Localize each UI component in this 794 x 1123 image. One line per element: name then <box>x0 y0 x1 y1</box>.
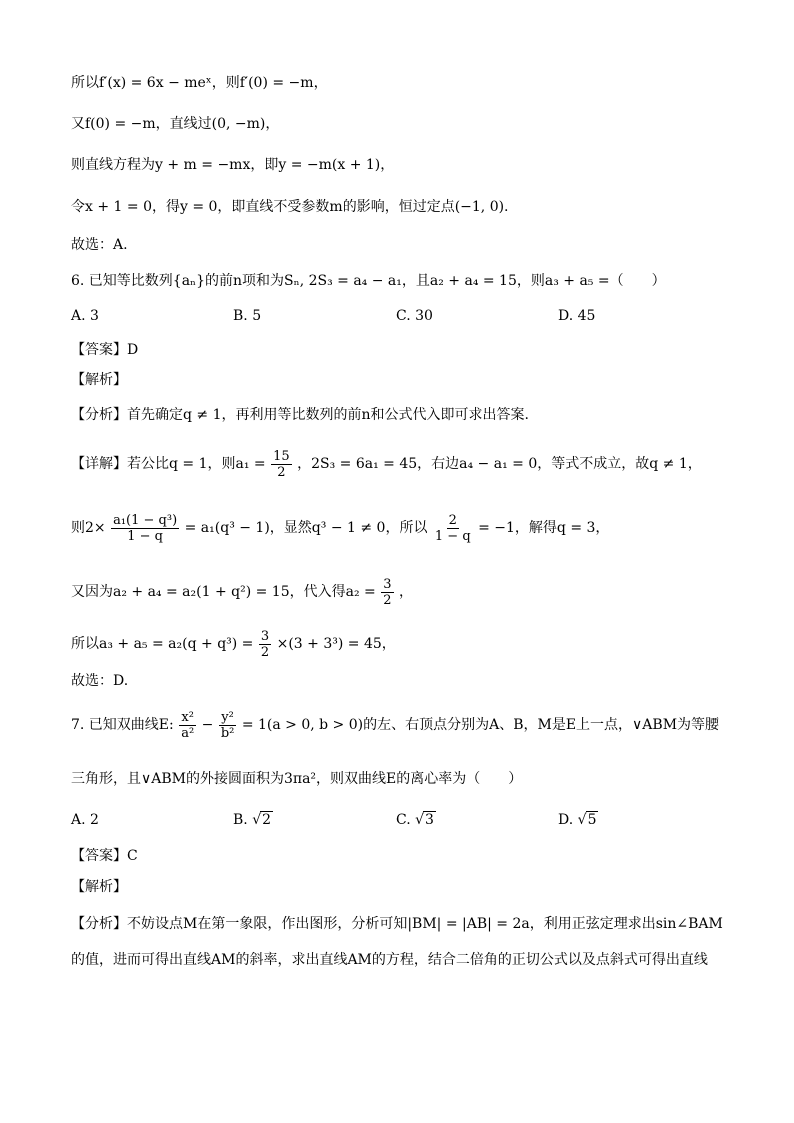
question-stem-cont: 三角形，且∨ABM的外接圆面积为3πa²，则双曲线E的离心率为（ ） <box>71 771 523 787</box>
option-letter: C. <box>396 812 411 828</box>
fraction-denominator: 1 − q <box>127 528 163 544</box>
answer-label: 【答案】D <box>71 342 139 358</box>
fraction <box>219 710 237 741</box>
text-line: 故选：A. <box>71 237 128 253</box>
fraction-numerator: x² <box>181 709 194 725</box>
fraction-denominator: 2 <box>277 464 286 480</box>
analysis-label: 【解析】 <box>71 372 127 388</box>
detail-line <box>71 447 744 481</box>
sqrt-icon: √ <box>252 812 262 828</box>
detail-line <box>71 575 744 609</box>
fraction-denominator: 2 <box>383 592 392 608</box>
text-run: 7. 已知双曲线E: <box>71 717 174 733</box>
text-line: 令x + 1 = 0，得y = 0，即直线不受参数m的影响，恒过定点(−1, 0). <box>71 199 509 215</box>
fraction-numerator: 3 <box>260 628 270 644</box>
fraction <box>259 629 271 660</box>
option-a: A. 2 <box>71 812 99 828</box>
text-run: 又因为a₂ + a₄ = a₂(1 + q²) = 15，代入得a₂ = <box>71 584 376 600</box>
option-a: A. 3 <box>71 308 99 324</box>
text-line: 又f(0) = −m，直线过(0, −m)， <box>71 116 280 132</box>
fraction-numerator: 3 <box>383 576 392 592</box>
fraction-denominator: 2 <box>260 644 270 660</box>
radicand: 5 <box>587 812 597 828</box>
fraction <box>271 449 292 480</box>
select-line: 故选：D. <box>71 673 129 689</box>
fraction-numerator: 15 <box>273 448 290 464</box>
text-run: = 1(a > 0, b > 0)的左、右顶点分别为A、B，M是E上一点，∨ABM为等腰 <box>241 717 720 733</box>
radicand: 3 <box>425 812 434 828</box>
text-run: = −1，解得q = 3， <box>478 520 610 536</box>
fraction-numerator: y² <box>221 709 234 725</box>
sqrt-icon: √ <box>577 812 587 828</box>
text-line: 所以f′(x) = 6x − meˣ，则f′(0) = −m， <box>71 75 328 91</box>
fraction <box>111 513 179 544</box>
option-letter: D. <box>558 812 574 828</box>
question-stem: 6. 已知等比数列{aₙ}的前n项和为Sₙ, 2S₃ = a₄ − a₁，且a₂ + a₄ = 15，则a₃ + a₅ =（ ） <box>71 273 666 289</box>
fraction <box>433 513 473 544</box>
fraction-numerator: a₁(1 − q³) <box>113 512 178 528</box>
minus-sign: − <box>201 717 214 733</box>
analysis-label: 【解析】 <box>71 879 127 895</box>
option-d <box>558 809 598 831</box>
text-run: = a₁(q³ − 1)，显然q³ − 1 ≠ 0，所以 <box>184 520 428 536</box>
analysis-summary: 【分析】首先确定q ≠ 1，再利用等比数列的前n和公式代入即可求出答案. <box>71 407 529 423</box>
fraction-numerator: 2 <box>448 512 457 528</box>
option-c <box>396 809 436 831</box>
detail-line <box>71 511 744 545</box>
option-d: D. 45 <box>558 308 596 324</box>
text-line: 则直线方程为y + m = −mx，即y = −m(x + 1)， <box>71 157 395 173</box>
text-run: ×(3 + 3³) = 45， <box>276 636 396 652</box>
text-run: ， <box>398 584 413 600</box>
option-c: C. 30 <box>396 308 433 324</box>
fraction <box>381 577 393 608</box>
answer-label: 【答案】C <box>71 848 138 864</box>
fraction-denominator: 1 − q <box>434 528 471 544</box>
analysis-summary: 【分析】不妨设点M在第一象限，作出图形，分析可知|BM| = |AB| = 2a，利用正弦定理求出sin∠BAM <box>71 916 723 932</box>
fraction-denominator: b² <box>220 725 235 741</box>
question-stem <box>71 708 744 742</box>
fraction-denominator: a² <box>181 725 195 741</box>
fraction <box>179 710 196 741</box>
sqrt-icon: √ <box>415 812 425 828</box>
analysis-summary-cont: 的值，进而可得出直线AM的斜率，求出直线AM的方程，结合二倍角的正切公式以及点斜式可得出直线 <box>71 952 708 968</box>
option-letter: B. <box>233 812 248 828</box>
text-run: 则2× <box>71 520 106 536</box>
text-run: ，2S₃ = 6a₁ = 45，右边a₄ − a₁ = 0，等式不成立，故q ≠ 1， <box>297 456 702 472</box>
radicand: 2 <box>262 812 272 828</box>
option-b: B. 5 <box>233 308 262 324</box>
text-run: 【详解】若公比q = 1，则a₁ = <box>71 456 266 472</box>
option-b <box>233 809 273 831</box>
detail-line <box>71 627 744 661</box>
text-run: 所以a₃ + a₅ = a₂(q + q³) = <box>71 636 254 652</box>
